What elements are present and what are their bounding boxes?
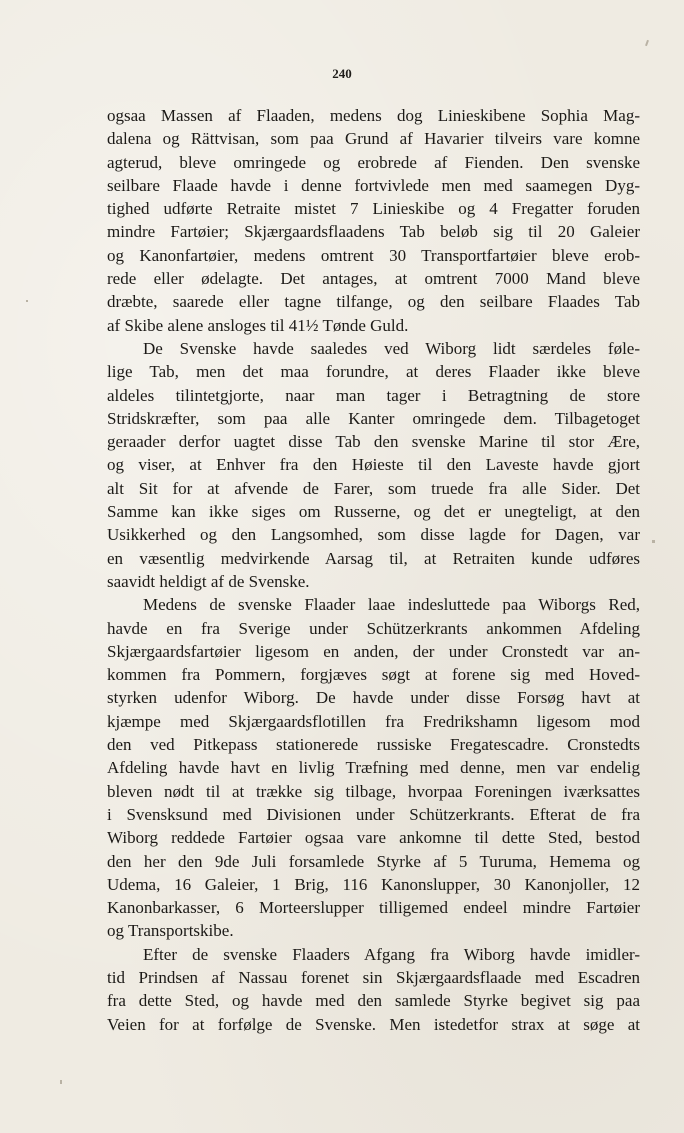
text-line: geraader derfor uagtet disse Tab den svenske Marine til stor Ære, bbox=[107, 432, 640, 452]
text-line: saavidt heldigt af de Svenske. bbox=[107, 571, 310, 591]
text-line: havde en fra Sverige under Schützerkrants ankommen Afdeling bbox=[107, 618, 640, 638]
text-line: af Skibe alene ansloges til 41½ Tønde Guld. bbox=[107, 315, 409, 335]
text-line: dræbte, saarede eller tagne tilfange, og den seilbare Flaades Tab bbox=[107, 292, 640, 312]
text-line: mindre Fartøier; Skjærgaardsflaadens Tab beløb sig til 20 Galeier bbox=[107, 222, 640, 242]
text-line: lige Tab, men det maa forundre, at deres Flaader ikke bleve bbox=[107, 362, 640, 382]
text-line: den ved Pitkepass stationerede russiske Fregatescadre. Cronstedts bbox=[107, 735, 640, 755]
text-line: alt Sit for at afvende de Farer, som truede fra alle Sider. Det bbox=[107, 478, 640, 498]
body-text bbox=[107, 104, 640, 1036]
text-line: Medens de svenske Flaader laae indesluttede paa Wiborgs Red, bbox=[143, 595, 640, 615]
text-line: bleven nødt til at trække sig tilbage, hvorpaa Foreningen iværksattes bbox=[107, 781, 640, 801]
text-line: aldeles tilintetgjorte, naar man tager i Betragtning de store bbox=[107, 385, 640, 405]
text-line: Samme kan ikke siges om Russerne, og det er unegteligt, at den bbox=[107, 502, 640, 522]
text-line: ogsaa Massen af Flaaden, medens dog Linieskibene Sophia Mag- bbox=[107, 106, 640, 125]
text-line: seilbare Flaade havde i denne fortvivlede men med saamegen Dyg- bbox=[107, 175, 640, 195]
text-line: tighed udførte Retraite mistet 7 Linieskibe og 4 Fregatter foruden bbox=[107, 199, 640, 219]
text-line: dalena og Rättvisan, som paa Grund af Havarier tilveirs vare komne bbox=[107, 129, 640, 149]
text-line: De Svenske havde saaledes ved Wiborg lidt særdeles føle- bbox=[143, 338, 640, 358]
text-line: Wiborg reddede Fartøier ogsaa vare ankomne til dette Sted, bestod bbox=[107, 828, 640, 848]
text-line: Efter de svenske Flaaders Afgang fra Wiborg havde imidler- bbox=[143, 944, 640, 964]
text-line: Udema, 16 Galeier, 1 Brig, 116 Kanonslupper, 30 Kanonjoller, 12 bbox=[107, 874, 640, 894]
text-line: Kanonbarkasser, 6 Morteerslupper tilligemed endeel mindre Fartøier bbox=[107, 898, 640, 918]
text-line: og Transportskibe. bbox=[107, 921, 234, 941]
paper-speck bbox=[26, 300, 28, 302]
paper-speck bbox=[60, 1080, 62, 1084]
text-line: og Kanonfartøier, medens omtrent 30 Transportfartøier bleve erob- bbox=[107, 245, 640, 265]
text-line: kommen fra Pommern, forgjæves søgt at forene sig med Hoved- bbox=[107, 665, 640, 685]
text-line: Veien for at forfølge de Svenske. Men istedetfor strax at søge at bbox=[107, 1014, 640, 1034]
text-line: styrken udenfor Wiborg. De havde under disse Forsøg havt at bbox=[107, 688, 640, 708]
text-line: rede eller ødelagte. Det antages, at omtrent 7000 Mand bleve bbox=[107, 269, 640, 289]
text-line: en væsentlig medvirkende Aarsag til, at Retraiten kunde udføres bbox=[107, 548, 640, 568]
text-line: tid Prindsen af Nassau forenet sin Skjærgaardsflaade med Escadren bbox=[107, 967, 640, 987]
page-number: 240 bbox=[332, 66, 352, 81]
paper-speck bbox=[645, 40, 649, 46]
text-line: Afdeling havde havt en livlig Træfning med denne, men var endelig bbox=[107, 758, 640, 778]
text-line: Usikkerhed og den Langsomhed, som disse lagde for Dagen, var bbox=[107, 525, 640, 545]
text-line: og viser, at Enhver fra den Høieste til den Laveste havde gjort bbox=[107, 455, 640, 475]
text-line: Stridskræfter, som paa alle Kanter omringede dem. Tilbagetoget bbox=[107, 408, 640, 428]
paper-speck bbox=[652, 540, 655, 543]
text-line: Skjærgaardsfartøier ligesom en anden, der under Cronstedt var an- bbox=[107, 641, 640, 661]
text-line: fra dette Sted, og havde med den samlede Styrke begivet sig paa bbox=[107, 991, 640, 1011]
text-line: i Svensksund med Divisionen under Schützerkrants. Efterat de fra bbox=[107, 804, 640, 824]
text-line: agterud, bleve omringede og erobrede af Fienden. Den svenske bbox=[107, 152, 640, 172]
text-line: den her den 9de Juli forsamlede Styrke af 5 Turuma, Hemema og bbox=[107, 851, 640, 871]
text-line: kjæmpe med Skjærgaardsflotillen fra Fredrikshamn ligesom mod bbox=[107, 711, 640, 731]
